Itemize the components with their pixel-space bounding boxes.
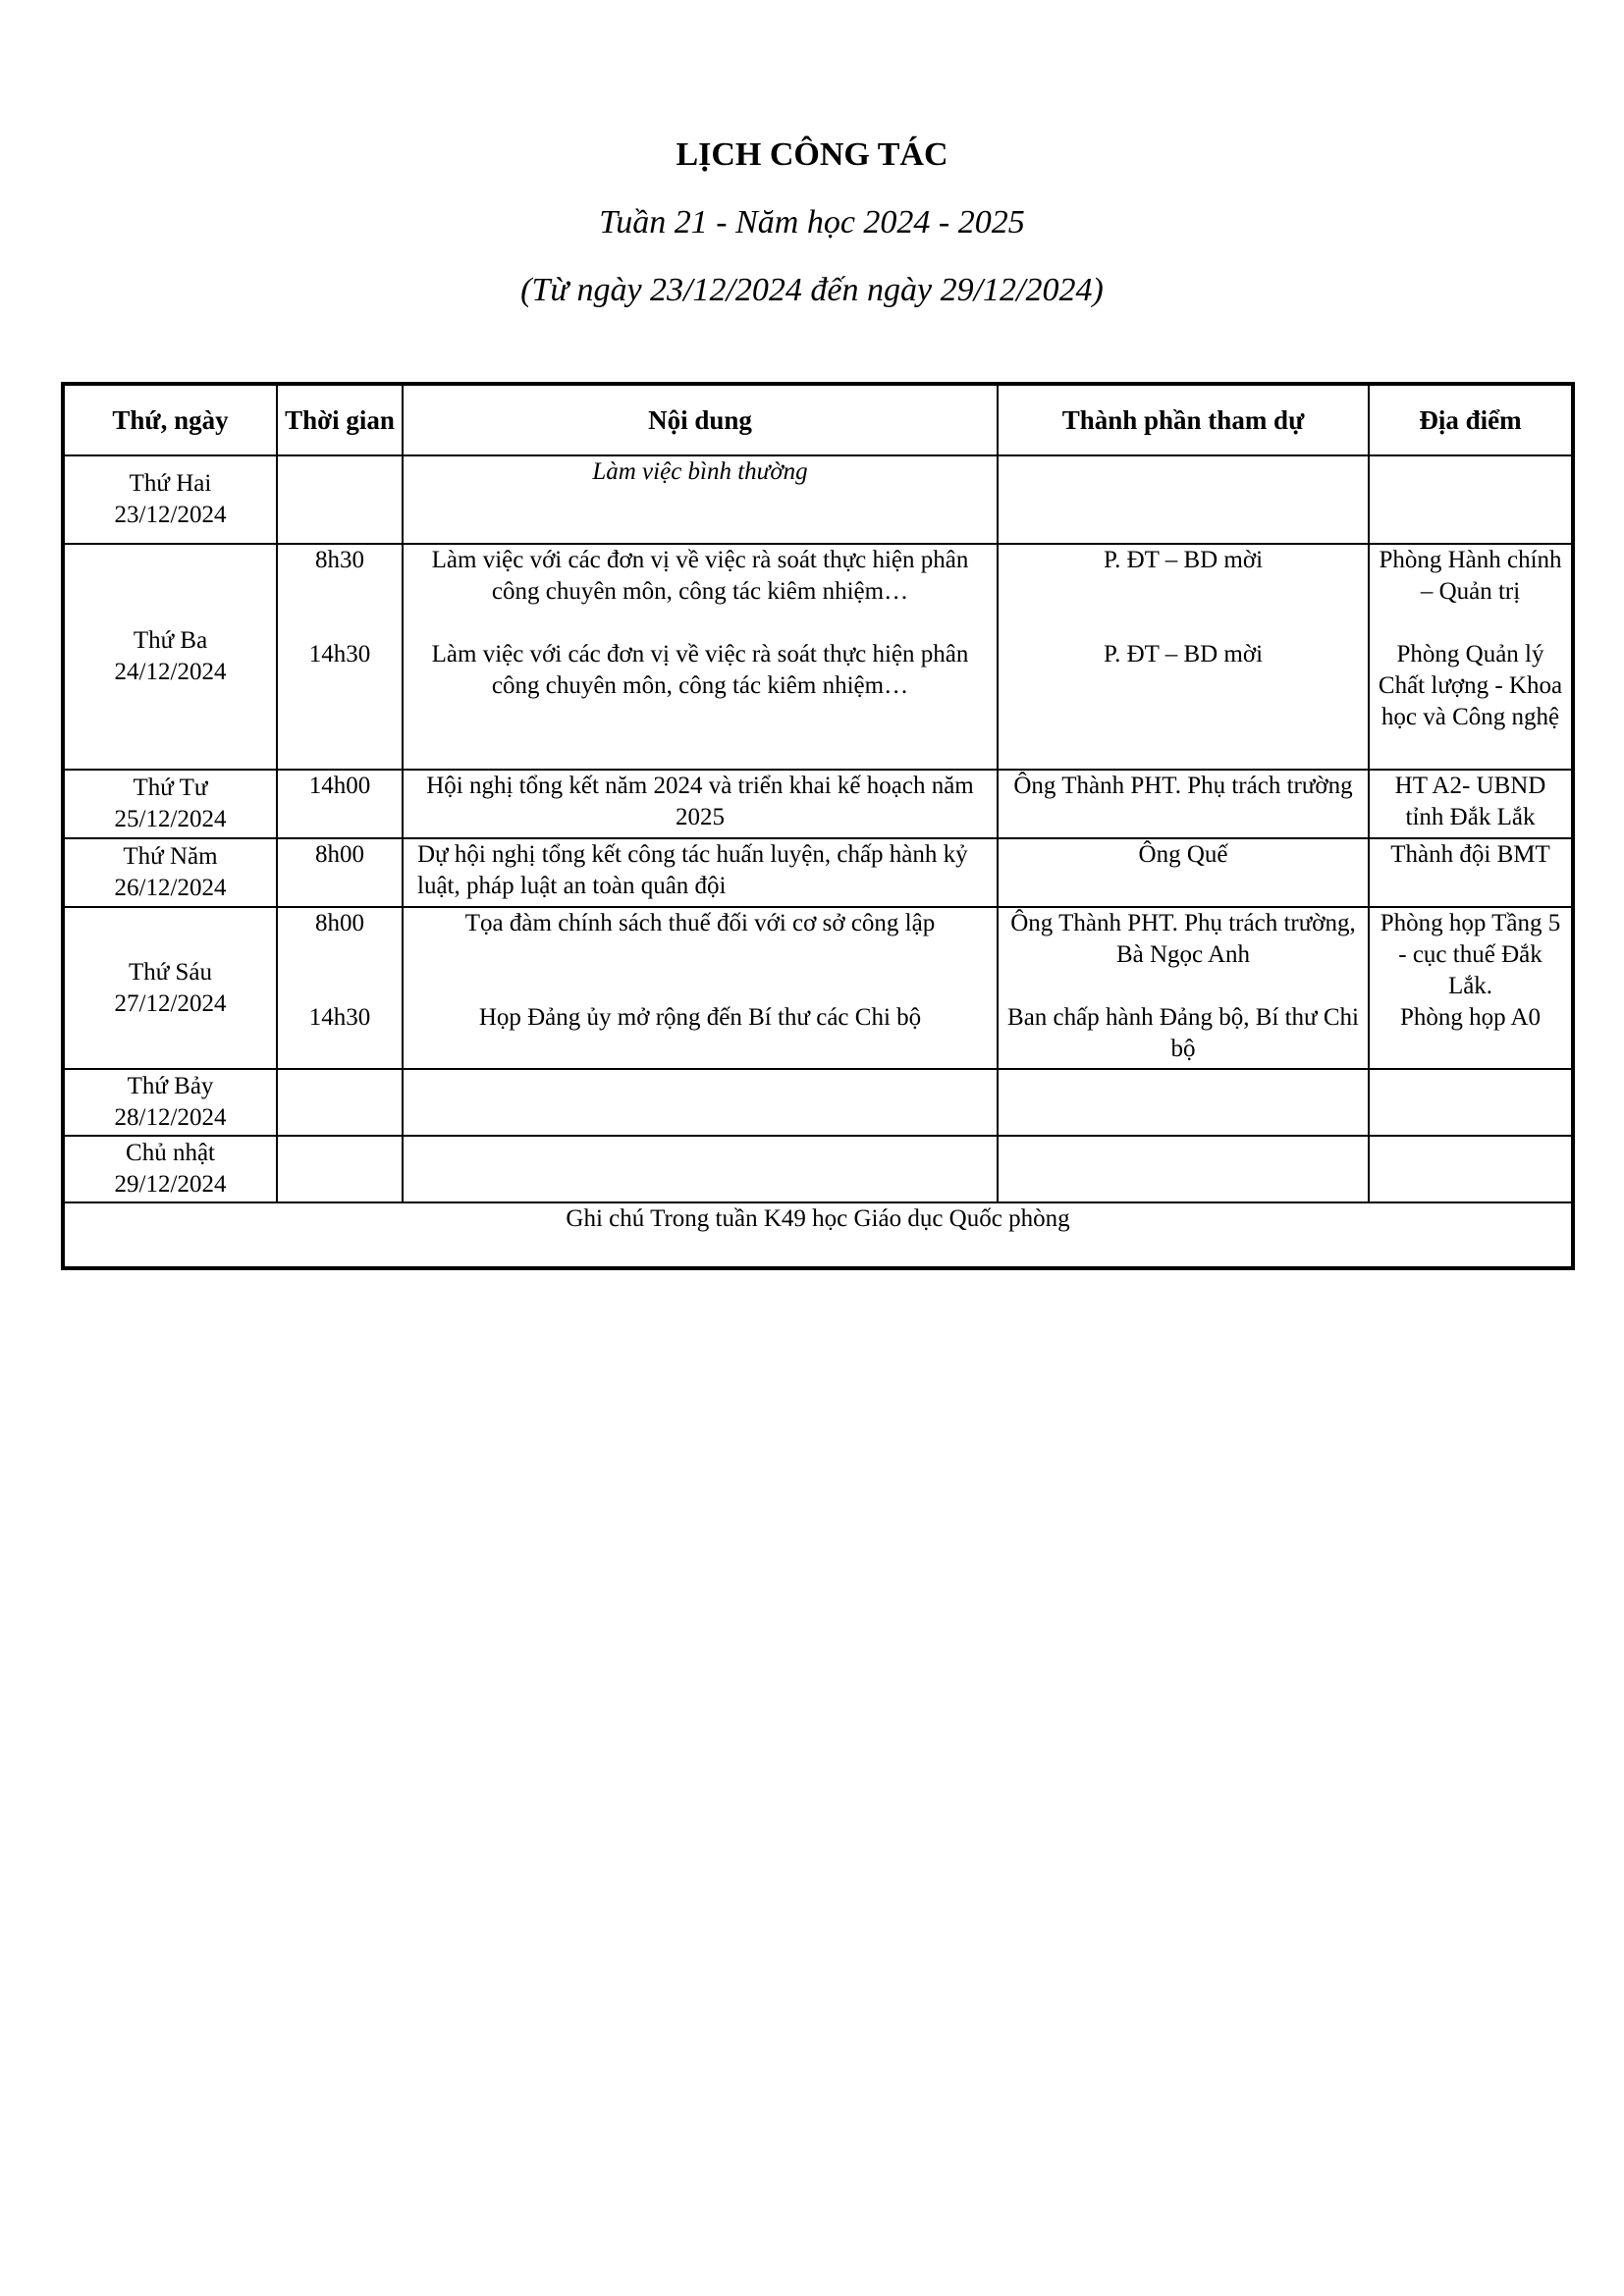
page-title: LỊCH CÔNG TÁC bbox=[676, 136, 948, 173]
participants-cell bbox=[998, 1069, 1369, 1136]
table-row bbox=[63, 1069, 1573, 1136]
location-cell bbox=[1369, 1069, 1573, 1136]
day-name: Chủ nhật bbox=[126, 1140, 215, 1166]
day-date: 23/12/2024 bbox=[114, 502, 227, 528]
participants-value: Ông Thành PHT. Phụ trách trường, Bà Ngọc Anh bbox=[1010, 910, 1356, 968]
location-value: HT A2- UBND tỉnh Đắk Lắk bbox=[1394, 773, 1546, 830]
location-cell bbox=[1369, 455, 1573, 544]
time-value: 14h00 bbox=[308, 773, 371, 799]
participants-value: Ông Thành PHT. Phụ trách trường bbox=[1013, 773, 1353, 799]
day-date: 28/12/2024 bbox=[114, 1104, 227, 1131]
day-cell bbox=[63, 907, 277, 1069]
location-cell bbox=[1369, 770, 1573, 838]
location-cell bbox=[1369, 907, 1573, 1069]
day-name: Thứ Năm bbox=[123, 843, 218, 870]
col-header-day: Thứ, ngày bbox=[63, 384, 277, 455]
participants-cell bbox=[998, 770, 1369, 838]
participants-cell bbox=[998, 544, 1369, 770]
content-cell bbox=[403, 1069, 998, 1136]
time-value: 8h00 bbox=[315, 841, 364, 868]
participants-cell bbox=[998, 455, 1369, 544]
day-cell bbox=[63, 770, 277, 838]
time-cell bbox=[277, 770, 403, 838]
content-cell bbox=[403, 907, 998, 1069]
col-header-location: Địa điểm bbox=[1369, 384, 1573, 455]
content-value: Làm việc với các đơn vị về việc rà soát thực hiện phân công chuyên môn, công tác kiêm nhiệm… bbox=[431, 641, 969, 699]
schedule-table bbox=[61, 382, 1575, 1270]
time-cell bbox=[277, 544, 403, 770]
content-value: Làm việc với các đơn vị về việc rà soát thực hiện phân công chuyên môn, công tác kiêm nhiệm… bbox=[431, 547, 969, 605]
note-text: Ghi chú Trong tuần K49 học Giáo dục Quốc phòng bbox=[63, 1202, 1573, 1268]
content-value: Họp Đảng ủy mở rộng đến Bí thư các Chi bộ bbox=[478, 1004, 922, 1031]
content-cell bbox=[403, 770, 998, 838]
table-row bbox=[63, 455, 1573, 544]
participants-value: P. ĐT – BD mời bbox=[1103, 641, 1264, 667]
note-row bbox=[63, 1202, 1573, 1268]
time-cell bbox=[277, 455, 403, 544]
table-row bbox=[63, 907, 1573, 1069]
time-value: 8h00 bbox=[315, 910, 364, 936]
location-value: Phòng họp A0 bbox=[1399, 1004, 1542, 1031]
table-row bbox=[63, 544, 1573, 770]
participants-cell bbox=[998, 907, 1369, 1069]
day-date: 25/12/2024 bbox=[114, 806, 227, 832]
time-cell bbox=[277, 1136, 403, 1202]
participants-cell bbox=[998, 1136, 1369, 1202]
day-cell bbox=[63, 1136, 277, 1202]
day-cell bbox=[63, 455, 277, 544]
table-row bbox=[63, 1136, 1573, 1202]
content-value: Làm việc bình thường bbox=[592, 458, 808, 485]
content-cell bbox=[403, 838, 998, 907]
location-value: Phòng họp Tầng 5 - cục thuế Đắk Lắk. bbox=[1380, 910, 1561, 999]
time-cell bbox=[277, 907, 403, 1069]
time-cell bbox=[277, 838, 403, 907]
location-cell bbox=[1369, 838, 1573, 907]
participants-value: P. ĐT – BD mời bbox=[1103, 547, 1264, 573]
content-value: Dự hội nghị tổng kết công tác huấn luyện, chấp hành kỷ luật, pháp luật an toàn quân đội bbox=[417, 841, 968, 899]
location-cell bbox=[1369, 544, 1573, 770]
day-name: Thứ Ba bbox=[133, 627, 208, 654]
day-name: Thứ Sáu bbox=[128, 958, 213, 986]
day-date: 29/12/2024 bbox=[114, 1171, 227, 1198]
time-value: 8h30 bbox=[315, 547, 364, 573]
location-cell bbox=[1369, 1136, 1573, 1202]
day-date: 27/12/2024 bbox=[114, 989, 227, 1017]
time-value: 14h30 bbox=[308, 1004, 371, 1031]
participants-cell bbox=[998, 838, 1369, 907]
content-value: Tọa đàm chính sách thuế đối với cơ sở công lập bbox=[464, 910, 936, 936]
day-name: Thứ Tư bbox=[133, 774, 208, 801]
location-value: Thành đội BMT bbox=[1390, 841, 1550, 868]
day-cell bbox=[63, 1069, 277, 1136]
day-date: 26/12/2024 bbox=[114, 875, 227, 901]
content-cell bbox=[403, 455, 998, 544]
col-header-participants: Thành phần tham dự bbox=[998, 384, 1369, 455]
content-cell bbox=[403, 544, 998, 770]
content-value: Hội nghị tổng kết năm 2024 và triển khai kế hoạch năm 2025 bbox=[426, 773, 974, 830]
week-subtitle: Tuần 21 - Năm học 2024 - 2025 bbox=[599, 204, 1025, 240]
table-row bbox=[63, 770, 1573, 838]
day-date: 24/12/2024 bbox=[114, 659, 227, 685]
participants-value: Ban chấp hành Đảng bộ, Bí thư Chi bộ bbox=[1007, 1004, 1359, 1062]
participants-value: Ông Quế bbox=[1138, 841, 1228, 868]
content-cell bbox=[403, 1136, 998, 1202]
table-row bbox=[63, 838, 1573, 907]
col-header-content: Nội dung bbox=[403, 384, 998, 455]
time-value: 14h30 bbox=[308, 641, 371, 667]
day-name: Thứ Hai bbox=[129, 470, 212, 497]
date-range: (Từ ngày 23/12/2024 đến ngày 29/12/2024) bbox=[520, 272, 1104, 308]
location-value: Phòng Hành chính – Quản trị bbox=[1379, 547, 1562, 605]
col-header-time: Thời gian bbox=[277, 384, 403, 455]
location-value: Phòng Quản lý Chất lượng - Khoa học và Công nghệ bbox=[1378, 641, 1563, 730]
day-cell bbox=[63, 544, 277, 770]
day-cell bbox=[63, 838, 277, 907]
day-name: Thứ Bảy bbox=[127, 1073, 214, 1099]
table-header-row bbox=[63, 384, 1573, 455]
time-cell bbox=[277, 1069, 403, 1136]
